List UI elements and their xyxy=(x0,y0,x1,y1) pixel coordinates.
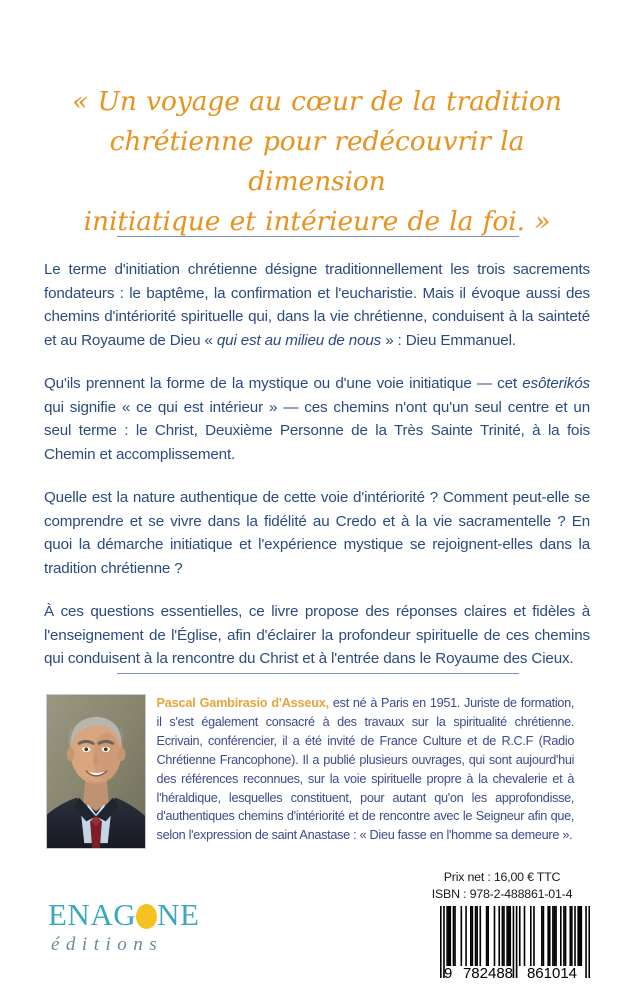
blurb-p2-emphasis: esôterikós xyxy=(522,375,590,392)
author-photo xyxy=(46,694,146,849)
ean13-barcode-icon xyxy=(432,902,598,984)
blurb-paragraph-4: À ces questions essentielles, ce livre propose des réponses claires et fidèles à l'enseignement de l'Église, afin d'éclairer la profondeur spirituelle de ces chemins qui conduisent à la rencontre du Christ et à l'entrée dans le Royaume des Cieux. xyxy=(44,603,590,667)
blurb-paragraph-2 xyxy=(44,372,590,466)
isbn-label: ISBN : 978-2-488861-01-4 xyxy=(431,886,573,901)
barcode-digits-mid: 782488 xyxy=(462,965,514,982)
barcode-digits-right: 861014 xyxy=(526,965,578,982)
blurb-p1-part-b: » : Dieu Emmanuel. xyxy=(381,331,516,349)
logo-dot-icon xyxy=(136,904,157,929)
blurb-p1-emphasis: qui est au milieu de nous xyxy=(216,331,382,349)
barcode xyxy=(432,902,598,984)
author-bio-text: est né à Paris en 1951. Juriste de formation, il s'est également consacré à des travaux sur la spiritualité chrétienne. Ecrivain, conférencier, il a été invité de France Culture et de R.C.F (Radio Chrétienne Francophone). Il a publié plusieurs ouvrages, qui sont aujourd'hui des références reconnues, sur la voie spirituelle propre à la chevalerie et à l'héraldique, lesquelles constituent, pour autant qu'on les approfondisse, d'authentiques chemins d'intériorité et de rencontre avec le Seigneur afin que, selon l'expression de saint Anastase : « Dieu fasse en l'homme sa demeure ». xyxy=(156,695,575,843)
blurb-text xyxy=(44,258,590,671)
blurb-paragraph-3: Quelle est la nature authentique de cette voie d'intériorité ? Comment peut-elle se comprendre et se vivre dans la fidélité au Credo et à la vie sacramentelle ? En quoi la démarche initiatique et l'expérience mystique se rejoignent-elles dans la tradition chrétienne ? xyxy=(44,489,590,577)
blurb-p2-part-a: Qu'ils prennent la forme de la mystique ou d'une voie initiatique — cet xyxy=(44,375,523,392)
author-bio xyxy=(146,694,574,845)
pull-quote xyxy=(60,82,574,242)
divider-top xyxy=(117,236,519,237)
publisher-name-part-1: ENAG xyxy=(48,897,137,932)
blurb-p1-part-a: Le terme d'initiation chrétienne désigne traditionnellement les trois sacrements fondateurs : le baptême, la confirmation et l'eucharistie. Mais il évoque aussi des chemins d'intériorité spirituelle qui, dans la vie chrétienne, conduisent à la sainteté et au Royaume de Dieu « xyxy=(44,261,590,349)
price-label: Prix net : 16,00 € TTC xyxy=(443,870,561,884)
pull-quote-line-2: chrétienne pour redécouvrir la dimension xyxy=(109,126,525,197)
price-isbn-block xyxy=(404,869,600,902)
publisher-subtitle: éditions xyxy=(51,934,164,955)
author-portrait-illustration xyxy=(47,695,145,848)
pull-quote-line-1: « Un voyage au cœur de la tradition xyxy=(72,86,562,117)
publisher-name-part-2: NE xyxy=(157,897,200,932)
blurb-paragraph-1 xyxy=(44,258,590,352)
barcode-digit-left: 9 xyxy=(444,965,453,982)
publisher-wordmark xyxy=(48,898,228,932)
author-section xyxy=(46,694,592,849)
blurb-p2-part-b: qui signifie « ce qui est intérieur » — ces chemins n'ont qu'un seul centre et un seul terme : le Christ, Deuxième Personne de la Très Sainte Trinité, à la fois Chemin et accomplissement. xyxy=(44,398,590,463)
publisher-logo xyxy=(48,898,228,956)
pull-quote-line-3: initiatique et intérieure de la foi. » xyxy=(83,206,551,237)
author-name: Pascal Gambirasio d'Asseux, xyxy=(156,695,329,710)
divider-bottom xyxy=(117,673,519,674)
